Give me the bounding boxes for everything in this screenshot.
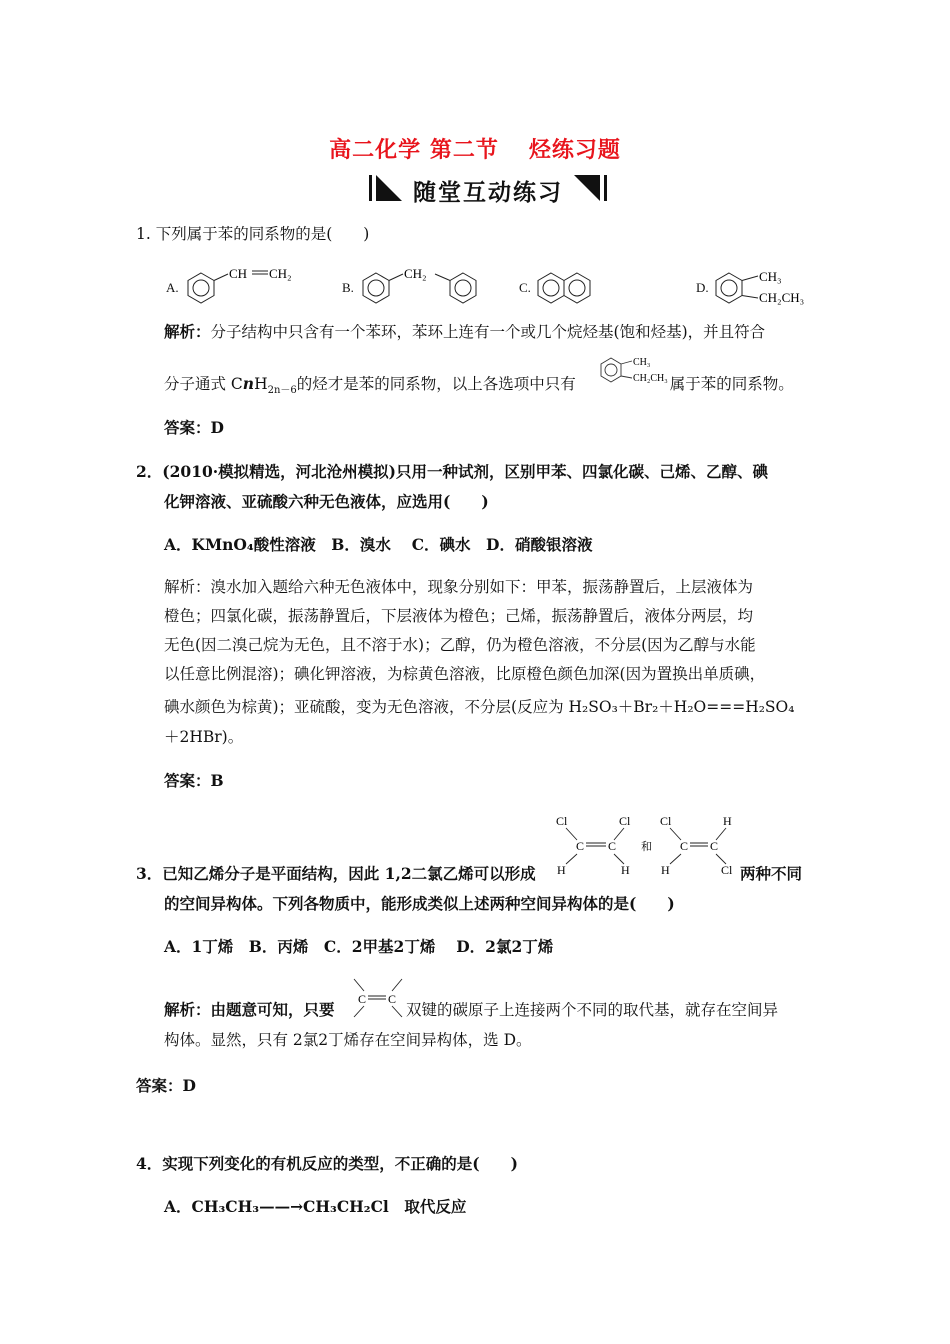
q2-analysis-line6: ＋2HBr)。	[164, 728, 244, 746]
q3-analysis-line1a: 解析：由题意可知，只要	[164, 1000, 335, 1019]
inline-ethyl-methylbenzene-icon	[596, 350, 688, 390]
q4-stem: 4．实现下列变化的有机反应的类型，不正确的是( )	[136, 1154, 518, 1173]
isomer-and: 和	[641, 841, 652, 853]
q3-analysis-line2: 构体。显然，只有 2氯2丁烯存在空间异构体，选 D。	[164, 1031, 532, 1049]
ethyl-methylbenzene-structure-icon	[710, 262, 835, 312]
q1-option-d-label: D.	[696, 280, 709, 295]
inline-ch3: CH₃	[633, 357, 651, 368]
svg-text:H: H	[661, 863, 670, 877]
diphenylmethane-structure-icon	[357, 262, 487, 312]
q1-stem: 1. 下列属于苯的同系物的是( )	[136, 225, 370, 243]
svg-text:C: C	[576, 839, 585, 853]
inline-ch2ch3: CH₂CH₃	[633, 373, 668, 384]
q1-analysis-line2: 分子通式 CnH$_{2n-6}$的烃才是苯的同系物，以上各选项中只有 属于苯的同系物。	[164, 374, 794, 397]
q2-answer: 答案：B	[164, 771, 224, 790]
svg-text:Cl: Cl	[619, 814, 631, 828]
styrene-structure-icon	[182, 262, 312, 312]
q1-option-a-label: A.	[166, 280, 179, 295]
q1a-ch2: CH₂	[269, 266, 292, 281]
cc-double-bond-icon	[348, 975, 408, 1023]
q1a-ch: CH	[229, 266, 248, 281]
q1-option-c-label: C.	[519, 280, 531, 295]
q1-analysis-line1: 解析：分子结构中只含有一个苯环，苯环上连有一个或几个烷烃基(饱和烃基)，并且符合	[164, 322, 766, 341]
q1d-ch2ch3: CH₂CH₃	[759, 290, 805, 305]
page-title	[0, 133, 950, 164]
svg-text:Cl: Cl	[721, 863, 733, 877]
q3-stem-line1: 3．已知乙烯分子是平面结构，因此 1,2二氯乙烯可以形成	[136, 864, 536, 883]
q2-analysis-line5: 碘水颜色为棕黄)；亚硫酸，变为无色溶液，不分层(反应为 H₂SO₃＋Br₂＋H₂O===H₂SO₄	[164, 698, 795, 716]
banner-text: 随堂互动练习	[413, 180, 563, 206]
svg-text:C: C	[358, 992, 367, 1006]
svg-text:Cl: Cl	[556, 814, 568, 828]
title-part2: 烃练习题	[528, 137, 621, 163]
q3-options: A．1丁烯 B．丙烯 C．2甲基2丁烯 D．2氯2丁烯	[164, 937, 554, 956]
svg-text:Cl: Cl	[660, 814, 672, 828]
svg-text:H: H	[723, 814, 732, 828]
q2-stem-line1: 2．(2010·模拟精选，河北沧州模拟)只用一种试剂，区别甲苯、四氯化碳、己烯、乙醇、碘	[136, 462, 768, 481]
q1d-ch3: CH₃	[759, 269, 782, 284]
q2-analysis-line1: 解析：溴水加入题给六种无色液体中，现象分别如下：甲苯，振荡静置后，上层液体为	[164, 578, 754, 596]
q2-stem-line2: 化钾溶液、亚硫酸六种无色液体，应选用( )	[164, 492, 489, 511]
dichloroethene-isomers-diagram	[552, 810, 742, 882]
svg-text:C: C	[608, 839, 617, 853]
q3-stem-line2: 的空间异构体。下列各物质中，能形成类似上述两种空间异构体的是( )	[164, 894, 675, 913]
q3-analysis-line1b: 双键的碳原子上连接两个不同的取代基，就存在空间异	[406, 1001, 779, 1019]
q4-option-a: A．CH₃CH₃——→CH₃CH₂Cl 取代反应	[164, 1197, 467, 1216]
q2-options: A．KMnO₄酸性溶液 B．溴水 C．碘水 D．硝酸银溶液	[164, 535, 593, 554]
section-banner	[368, 171, 608, 207]
svg-text:C: C	[680, 839, 689, 853]
q2-analysis-line3: 无色(因二溴己烷为无色，且不溶于水)；乙醇，仍为橙色溶液，不分层(因为乙醇与水能	[164, 636, 756, 654]
title-part1: 高二化学 第二节	[329, 137, 499, 163]
q3-answer: 答案：D	[136, 1076, 196, 1095]
svg-text:C: C	[710, 839, 719, 853]
q3-stem-line1-end: 两种不同	[740, 864, 803, 883]
q1-option-b-label: B.	[342, 280, 354, 295]
q2-analysis-line4: 以任意比例混溶)；碘化钾溶液，为棕黄色溶液，比原橙色颜色加深(因为置换出单质碘，	[164, 665, 766, 683]
q1b-ch2: CH₂	[404, 266, 427, 281]
q1-answer: 答案：D	[164, 418, 224, 437]
svg-text:C: C	[388, 992, 397, 1006]
svg-text:H: H	[621, 863, 630, 877]
q2-analysis-line2: 橙色；四氯化碳，振荡静置后，下层液体为橙色；己烯，振荡静置后，液体分两层，均	[164, 607, 754, 625]
naphthalene-structure-icon	[534, 262, 604, 312]
svg-text:H: H	[557, 863, 566, 877]
